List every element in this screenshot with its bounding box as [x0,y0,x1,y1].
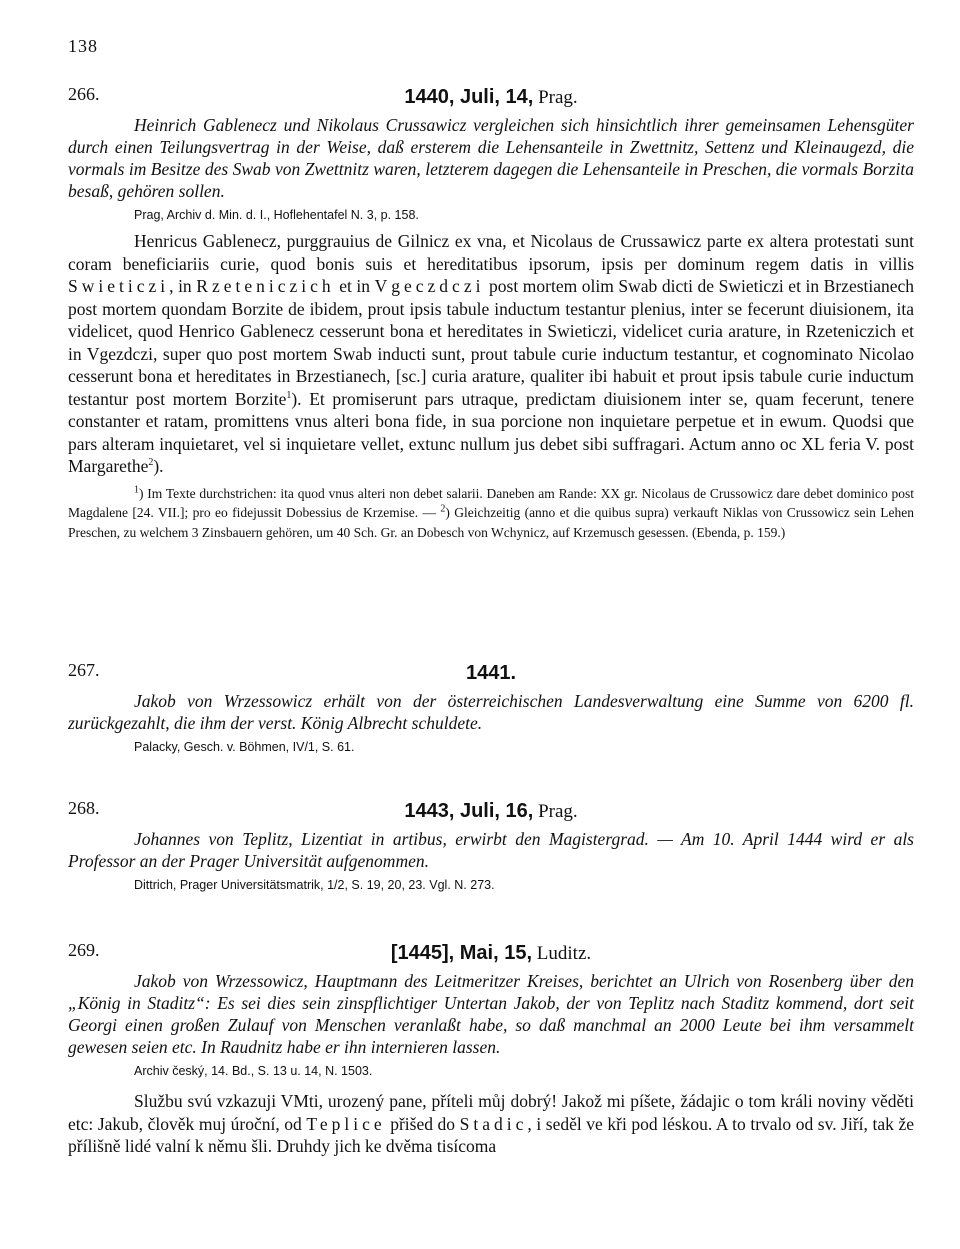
footnote-mark: 2 [440,503,446,515]
text-segment: ). [153,456,164,476]
entry-number: 267. [68,660,100,680]
date-text: 1443, Juli, 16, [404,800,534,822]
place-name: Vgeczdczi [374,276,485,296]
entry-269 [68,940,914,1158]
text-segment: , i seděl ve kři pod léskou. A to trvalo od sv. Jiří, tak že přílišně lidé valní k němu šli. Druhdy jich ke dvěma tisícoma [68,1113,914,1156]
source-reference: Archiv český, 14. Bd., S. 13 u. 14, N. 1503. [134,1064,373,1078]
entry-heading [68,940,914,970]
regest: Johannes von Teplitz, Lizentiat in artibus, erwirbt den Magistergrad. — Am 10. April 1444 wird er als Professor an der Prager Universität aufgenommen. [68,829,914,871]
source-reference: Prag, Archiv d. Min. d. I., Hoflehentafel N. 3, p. 158. [134,208,419,222]
footnote-mark: 1 [134,484,139,495]
date-text: 1441. [465,662,517,684]
text-segment: přišed do [390,1113,456,1134]
text-segment: , in [169,276,192,296]
entry-heading [68,660,914,690]
regest: Jakob von Wrzessowicz erhält von der österreichischen Landesverwaltung eine Summe von 6200 fl. zurückgezahlt, die ihm der verst. König Albrecht schuldete. [68,691,914,733]
place-text: Prag. [538,87,578,108]
footnote-ref: 1 [286,389,292,401]
footnote-ref: 2 [148,457,154,469]
regest: Heinrich Gablenecz und Nikolaus Crussawicz vergleichen sich hinsichtlich ihrer gemeinsamen Lehensgüter durch einen Teilungsvertrag in der Weise, daß ersterem die Lehensanteile in Zwettnitz, Settenz und Kleinaugezd, die vormals im Besitze des Swab von Zwettnitz waren, letzterem dagegen die Lehensanteile in Preschen, die vormals Borzita besaß, gehören sollen. [68,115,914,201]
entry-date [68,662,914,685]
place-name: Teplice [306,1113,386,1134]
footnote-text: Gleichzeitig (anno et die quibus supra) verkauft Niklas von Crussowicz sein Lehen Preschen, zu welchem 3 Zinsbauern gehören, um 40 Sch. Gr. an Dobesch von Wchynicz, auf Krzemusch gesessen. (Ebenda, p. 159.) [68,505,915,540]
text-segment: ). Et promiserunt pars utraque, predictam diuisionem inter se, quam fecerunt, tenere constanter et ratam, promittens vnus alteri bona fide, in sua porcione non inquietare perpetue et in ewum. Quodsi que pars alteram inquietaret, vel si inquietare vellet, extunc nullum jus debet sibi suffragari. Actum anno oc XL feria V. post Margarethe [68,388,914,476]
entry-number: 269. [68,940,100,960]
entry-268 [68,798,914,894]
entry-266 [68,84,914,542]
entry-date [68,942,914,965]
place-text: Prag. [538,801,578,822]
text-segment: Henricus Gablenecz, purggrauius de Gilnicz ex vna, et Nicolaus de Crussawicz parte ex altera protestati sunt coram beneficiariis curie, quod bonis suis et hereditatibus ipsorum, ipsis per dominum regem datis in villis [68,231,914,274]
place-name: Rzeteniczich [196,276,335,296]
text-segment: et in [339,276,371,296]
text-segment: Službu svú vzkazuji VMti, urozený pane, příteli můj dobrý! Jakož mi píšete, žádajic o tom králi noviny věděti etc: Jakub, člověk muj úroční, od [68,1091,914,1134]
entry-heading [68,84,914,114]
place-name: Stadic [459,1113,528,1134]
entry-heading [68,798,914,828]
source-reference: Palacky, Gesch. v. Böhmen, IV/1, S. 61. [134,740,355,754]
regest: Jakob von Wrzessowicz, Hauptmann des Leitmeritzer Kreises, berichtet an Ulrich von Rosenberg über den „König in Staditz“: Es sei dies sein zinspflichtiger Untertan Jakob, der von Teplitz nach Staditz kommend, dort seit Georgi einen großen Zulauf von Menschen veranlaßt habe, so daß manchmal an 2000 Leute bei ihm versammelt gewesen seien etc. In Raudnitz habe er ihn internieren lassen. [68,971,914,1057]
footnotes: $^1$) Im Texte durchstrichen: ita quod vnus alteri non debet salarii. Daneben am Rande: XX gr. Nicolaus de Crussowicz dare debet dominico post Magdalene [24. VII.]; pro eo fidejussit Dobessius de Krzemise. — $^2$) Gleichzeitig (anno et die quibus supra) verkauft Niklas von Crussowicz sein Lehen Preschen, zu welchem 3 Zinsbauern gehören, um 40 Sch. Gr. an Dobesch von Wchynicz, auf Krzemusch gesessen. (Ebenda, p. 159.) [68,484,915,540]
entry-267 [68,660,914,756]
footnote-text: Im Texte durchstrichen: ita quod vnus alteri non debet salarii. Daneben am Rande: XX gr. Nicolaus de Crussowicz dare debet dominico post Magdalene [24. VII.]; pro eo fidejussit Dobessius de Krzemise. — [68,485,914,520]
date-text: [1445], Mai, 15, [390,942,533,964]
entry-date [68,86,914,109]
place-name: Swieticzi [68,276,170,296]
document-text [68,1090,914,1158]
page-number: 138 [68,36,98,56]
date-text: 1440, Juli, 14, [404,86,534,108]
text-segment: post mortem olim Swab dicti de Swieticzi et in Brzestianech post mortem quondam Borzite de ibidem, prout ipsis tabule inductum testantur plenius, inter se fecerunt diuisionem, ita videlicet, quod Henrico Gablenecz cesserunt bona et hereditates in Swieticzi, videlicet curia arature, in Rzeteniczich et in Vgezdczi, super quo post mortem Swab inducti sunt, prout tabule curie inductum testantur, et cognominato Nicolao cesserunt bona et hereditates in Brzestianech, [sc.] curia arature, qualiter ibi habuit et prout ipsis tabule curie inductum testantur post mortem Borzite [68,276,915,409]
source-reference: Dittrich, Prager Universitätsmatrik, 1/2, S. 19, 20, 23. Vgl. N. 273. [134,878,495,892]
entry-date [68,800,914,823]
document-text [68,230,914,478]
entry-number: 266. [68,84,100,104]
place-text: Luditz. [536,943,592,964]
entry-number: 268. [68,798,100,818]
